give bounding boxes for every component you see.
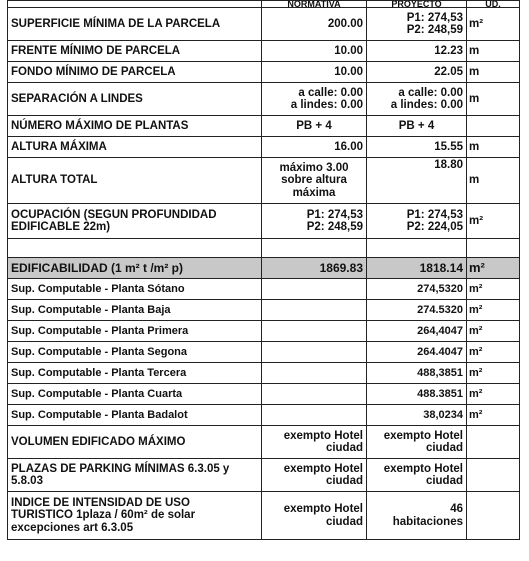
table-row <box>8 384 520 405</box>
row-proyecto: 1818.14 <box>367 258 467 279</box>
row-normativa <box>262 300 367 321</box>
row-unit: m² <box>467 342 520 363</box>
norm-line-1: exempto Hotel <box>283 503 363 515</box>
row-proyecto: 12.23 <box>367 41 467 62</box>
header-concept <box>8 1 262 8</box>
proj-line-1: exempto Hotel <box>383 429 463 442</box>
row-proyecto <box>367 459 467 492</box>
row-normativa: 200.00 <box>262 8 367 41</box>
row-unit: m <box>467 158 520 204</box>
row-label: Sup. Computable - Planta Sótano <box>8 279 262 300</box>
norm-line-2: P2: 248,59 <box>306 221 363 233</box>
proj-line-2: ciudad <box>425 442 463 454</box>
row-label <box>8 492 262 540</box>
row-normativa: 1869.83 <box>262 258 367 279</box>
row-label: ALTURA MÁXIMA <box>8 137 262 158</box>
row-normativa <box>262 83 367 116</box>
row-label: Sup. Computable - Planta Badalot <box>8 405 262 426</box>
row-proyecto <box>367 8 467 41</box>
row-unit: m <box>467 41 520 62</box>
row-normativa <box>262 321 367 342</box>
table-row <box>8 83 520 116</box>
row-unit: m² <box>467 300 520 321</box>
row-proyecto: 264.4047 <box>367 342 467 363</box>
row-label <box>8 459 262 492</box>
row-proyecto <box>367 426 467 459</box>
row-normativa <box>262 492 367 540</box>
row-proyecto <box>367 492 467 540</box>
row-unit: m <box>467 83 520 116</box>
table-row <box>8 137 520 158</box>
row-label: EDIFICABILIDAD (1 m² t /m² p) <box>8 258 262 279</box>
table-row <box>8 459 520 492</box>
table-row <box>8 279 520 300</box>
table-row <box>8 321 520 342</box>
row-normativa: 16.00 <box>262 137 367 158</box>
row-label: NÚMERO MÁXIMO DE PLANTAS <box>8 116 262 137</box>
row-proyecto: 18.80 <box>367 158 467 204</box>
row-label: Sup. Computable - Planta Segona <box>8 342 262 363</box>
urban-parameters-table <box>7 0 520 540</box>
row-unit: m² <box>467 384 520 405</box>
row-label: FONDO MÍNIMO DE PARCELA <box>8 62 262 83</box>
table-row-highlight <box>8 258 520 279</box>
row-proyecto: 38,0234 <box>367 405 467 426</box>
table-row <box>8 158 520 204</box>
proj-line-2: P2: 224,05 <box>406 221 463 233</box>
row-proyecto: 264,4047 <box>367 321 467 342</box>
header-unit: UD. <box>467 1 520 8</box>
row-unit: m² <box>467 258 520 279</box>
table-row <box>8 116 520 137</box>
norm-line-2: ciudad <box>325 442 363 454</box>
table-row <box>8 426 520 459</box>
header-proyecto: PROYECTO <box>367 1 467 8</box>
row-unit: m <box>467 62 520 83</box>
row-normativa: 10.00 <box>262 62 367 83</box>
row-proyecto: 488.3851 <box>367 384 467 405</box>
norm-line-1: máximo 3.00 <box>279 161 349 174</box>
row-unit <box>467 116 520 137</box>
norm-line-2: ciudad <box>325 475 363 487</box>
norm-line-2: sobre altura <box>281 174 347 187</box>
row-label: Sup. Computable - Planta Cuarta <box>8 384 262 405</box>
label-line-1: OCUPACIÓN (SEGUN PROFUNDIDAD <box>11 208 217 221</box>
row-label <box>8 204 262 239</box>
row-proyecto: PB + 4 <box>367 116 467 137</box>
row-label: Sup. Computable - Planta Primera <box>8 321 262 342</box>
table-row <box>8 8 520 41</box>
label-line-2: EDIFICABLE 22m) <box>11 221 111 233</box>
row-unit: m² <box>467 321 520 342</box>
row-label: VOLUMEN EDIFICADO MÁXIMO <box>8 426 262 459</box>
row-normativa <box>262 158 367 204</box>
table-row <box>8 363 520 384</box>
proj-line-1: P1: 274,53 <box>406 11 463 24</box>
table-row <box>8 62 520 83</box>
label-line-2: 5.8.03 <box>11 475 43 487</box>
table-header-row <box>8 1 520 8</box>
proj-line-1: exempto Hotel <box>383 462 463 475</box>
label-line-1: INDICE DE INTENSIDAD DE USO <box>11 496 190 509</box>
header-normativa: NORMATIVA <box>262 1 367 8</box>
row-unit: m <box>467 137 520 158</box>
row-label: ALTURA TOTAL <box>8 158 262 204</box>
norm-line-1: a calle: 0.00 <box>298 86 363 99</box>
proj-line-2: ciudad <box>425 475 463 487</box>
row-normativa: 10.00 <box>262 41 367 62</box>
urban-parameters-sheet <box>7 0 519 556</box>
row-unit <box>467 492 520 540</box>
norm-line-1: P1: 274,53 <box>306 208 363 221</box>
spacer-row <box>8 239 520 258</box>
label-line-1: PLAZAS DE PARKING MÍNIMAS 6.3.05 y <box>11 462 230 475</box>
row-normativa <box>262 342 367 363</box>
row-proyecto: 15.55 <box>367 137 467 158</box>
norm-line-3: máxima <box>292 186 336 199</box>
proj-line-1: 46 <box>450 503 463 515</box>
row-unit: m² <box>467 8 520 41</box>
row-proyecto: 274.5320 <box>367 300 467 321</box>
row-normativa <box>262 363 367 384</box>
row-normativa <box>262 279 367 300</box>
row-unit <box>467 426 520 459</box>
proj-line-1: a calle: 0.00 <box>398 86 463 99</box>
row-unit: m² <box>467 204 520 239</box>
table-row <box>8 342 520 363</box>
row-label: Sup. Computable - Planta Tercera <box>8 363 262 384</box>
row-proyecto: 488,3851 <box>367 363 467 384</box>
label-line-3: excepciones art 6.3.05 <box>11 521 134 534</box>
label-line-2: TURISTICO 1plaza / 60m² de solar <box>11 509 196 522</box>
proj-line-2: a lindes: 0.00 <box>390 99 463 111</box>
table-row <box>8 41 520 62</box>
table-row <box>8 492 520 540</box>
row-unit: m² <box>467 405 520 426</box>
row-proyecto <box>367 204 467 239</box>
table-row <box>8 300 520 321</box>
row-proyecto: 274,5320 <box>367 279 467 300</box>
row-unit <box>467 459 520 492</box>
row-normativa <box>262 384 367 405</box>
norm-line-1: exempto Hotel <box>283 429 363 442</box>
table-row <box>8 204 520 239</box>
row-label: SEPARACIÓN A LINDES <box>8 83 262 116</box>
row-unit: m² <box>467 279 520 300</box>
row-proyecto <box>367 83 467 116</box>
proj-line-1: P1: 274,53 <box>406 208 463 221</box>
norm-line-1: exempto Hotel <box>283 462 363 475</box>
norm-line-2: a lindes: 0.00 <box>290 99 363 111</box>
row-normativa <box>262 405 367 426</box>
table-row <box>8 405 520 426</box>
norm-line-2: ciudad <box>325 515 363 528</box>
proj-line-2: P2: 248,59 <box>406 24 463 36</box>
row-label: SUPERFICIE MÍNIMA DE LA PARCELA <box>8 8 262 41</box>
row-label: FRENTE MÍNIMO DE PARCELA <box>8 41 262 62</box>
row-proyecto: 22.05 <box>367 62 467 83</box>
row-normativa <box>262 204 367 239</box>
row-unit: m² <box>467 363 520 384</box>
row-normativa <box>262 459 367 492</box>
row-label: Sup. Computable - Planta Baja <box>8 300 262 321</box>
row-normativa: PB + 4 <box>262 116 367 137</box>
proj-line-2: habitaciones <box>392 515 463 528</box>
row-normativa <box>262 426 367 459</box>
